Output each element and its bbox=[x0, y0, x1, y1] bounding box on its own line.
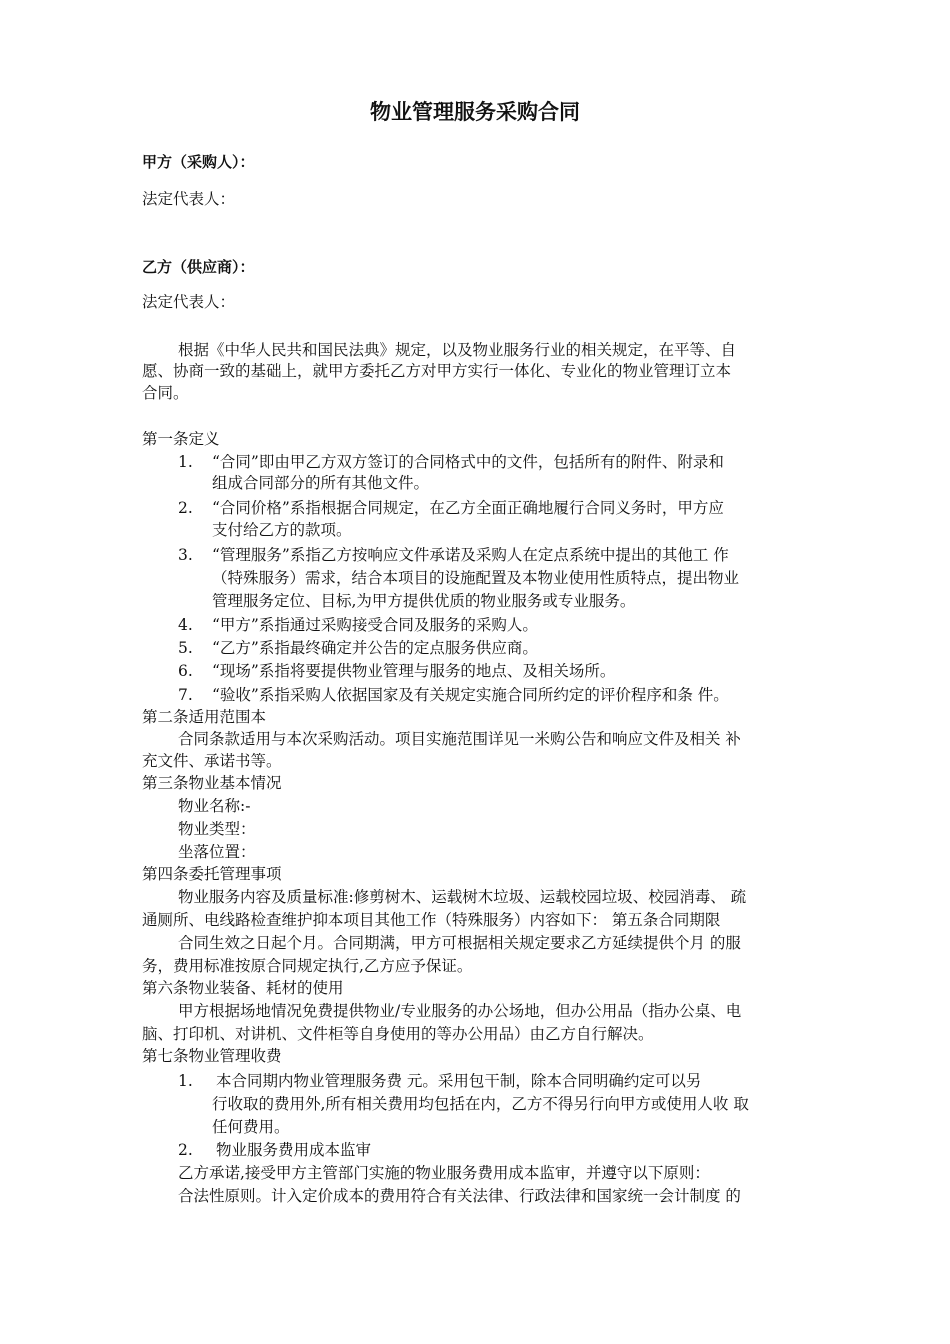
list-number: 2. bbox=[178, 1141, 193, 1159]
property-location: 坐落位置： bbox=[178, 843, 256, 861]
paragraph-line: 物业服务内容及质量标准:修剪树木、运载树木垃圾、运载校园垃圾、校园消毒、 疏 bbox=[178, 888, 747, 906]
list-item-line: 支付给乙方的款项。 bbox=[212, 521, 352, 539]
list-item-line: 行收取的费用外,所有相关费用均包括在内，乙方不得另行向甲方或使用人收 取 bbox=[212, 1095, 749, 1113]
list-item-line: 本合同期内物业管理服务费 元。采用包干制，除本合同明确约定可以另 bbox=[216, 1072, 702, 1090]
list-item-line: 组成合同部分的所有其他文件。 bbox=[212, 474, 430, 492]
list-number: 2. bbox=[178, 499, 193, 517]
party-b-rep: 法定代表人： bbox=[142, 293, 236, 311]
paragraph-line: 乙方承诺,接受甲方主管部门实施的物业服务费用成本监审，并遵守以下原则： bbox=[178, 1164, 710, 1182]
list-number: 7. bbox=[178, 686, 193, 704]
article-heading: 第一条定义 bbox=[142, 430, 220, 448]
party-a-rep: 法定代表人： bbox=[142, 190, 236, 208]
list-item-line: “管理服务”系指乙方按响应文件承诺及采购人在定点系统中提出的其他工 作 bbox=[212, 546, 729, 564]
list-item-line: 管理服务定位、目标,为甲方提供优质的物业服务或专业服务。 bbox=[212, 592, 636, 610]
paragraph-line: 合同条款适用与本次采购活动。项目实施范围详见一米购公告和响应文件及相关 补 bbox=[178, 730, 741, 748]
intro-line: 合同。 bbox=[142, 384, 189, 402]
list-number: 5. bbox=[178, 639, 193, 657]
list-item-line: “验收”系指采购人依据国家及有关规定实施合同所约定的评价程序和条 件。 bbox=[212, 686, 729, 704]
paragraph-line: 合法性原则。计入定价成本的费用符合有关法律、行政法律和国家统一会计制度 的 bbox=[178, 1187, 741, 1205]
article-heading: 第七条物业管理收费 bbox=[142, 1047, 282, 1065]
article-heading: 第六条物业装备、耗材的使用 bbox=[142, 979, 344, 997]
party-a-label: 甲方（采购人）： bbox=[142, 153, 255, 171]
paragraph-line: 合同生效之日起个月。合同期满，甲方可根据相关规定要求乙方延续提供个月 的服 bbox=[178, 934, 741, 952]
list-number: 6. bbox=[178, 662, 193, 680]
list-number: 4. bbox=[178, 616, 193, 634]
list-number: 1. bbox=[178, 453, 193, 471]
list-item-line: （特殊服务）需求，结合本项目的设施配置及本物业使用性质特点，提出物业 bbox=[212, 569, 740, 587]
list-item-title: 物业服务费用成本监审 bbox=[216, 1141, 372, 1159]
list-item-line: 任何费用。 bbox=[212, 1118, 290, 1136]
list-number: 3. bbox=[178, 546, 193, 564]
article-heading: 第二条适用范围本 bbox=[142, 708, 267, 726]
property-name: 物业名称:- bbox=[178, 797, 251, 815]
intro-line: 根据《中华人民共和国民法典》规定，以及物业服务行业的相关规定，在平等、自 bbox=[178, 341, 737, 359]
party-b-label: 乙方（供应商）： bbox=[142, 258, 255, 276]
article-heading: 第三条物业基本情况 bbox=[142, 774, 282, 792]
paragraph-line: 甲方根据场地情况免费提供物业/专业服务的办公场地，但办公用品（指办公桌、电 bbox=[178, 1002, 742, 1020]
list-item-line: “合同价格”系指根据合同规定，在乙方全面正确地履行合同义务时，甲方应 bbox=[212, 499, 724, 517]
paragraph-line: 通厕所、电线路检查维护抑本项目其他工作（特殊服务）内容如下： 第五条合同期限 bbox=[142, 911, 721, 929]
intro-line: 愿、协商一致的基础上，就甲方委托乙方对甲方实行一体化、专业化的物业管理订立本 bbox=[142, 362, 732, 380]
paragraph-line: 脑、打印机、对讲机、文件柜等自身使用的等办公用品）由乙方自行解决。 bbox=[142, 1025, 654, 1043]
list-item-line: “现场”系指将要提供物业管理与服务的地点、及相关场所。 bbox=[212, 662, 616, 680]
list-item-line: “合同”即由甲乙方双方签订的合同格式中的文件，包括所有的附件、附录和 bbox=[212, 453, 724, 471]
list-number: 1. bbox=[178, 1072, 193, 1090]
property-type: 物业类型： bbox=[178, 820, 256, 838]
list-item-line: “甲方”系指通过采购接受合同及服务的采购人。 bbox=[212, 616, 538, 634]
paragraph-line: 充文件、承诺书等。 bbox=[142, 752, 282, 770]
page-title: 物业管理服务采购合同 bbox=[370, 100, 580, 124]
article-heading: 第四条委托管理事项 bbox=[142, 865, 282, 883]
paragraph-line: 务，费用标准按原合同规定执行,乙方应予保证。 bbox=[142, 957, 473, 975]
list-item-line: “乙方”系指最终确定并公告的定点服务供应商。 bbox=[212, 639, 538, 657]
